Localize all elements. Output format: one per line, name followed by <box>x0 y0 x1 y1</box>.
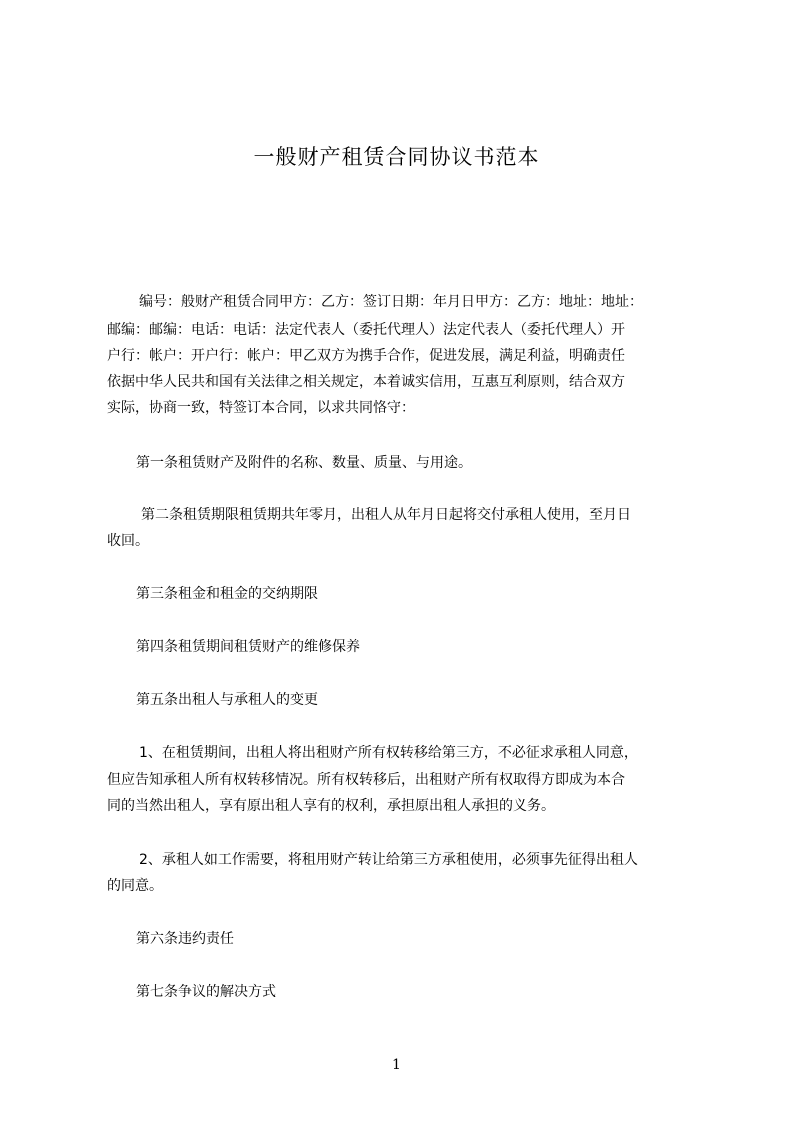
article-6: 第六条违约责任 <box>136 931 234 947</box>
article-5: 第五条出租人与承租人的变更 <box>136 692 318 708</box>
article-2-line: 第二条租赁期限租赁期共年零月，出租人从年月日起将交付承租人使用，至月日 <box>141 507 631 523</box>
clause-2-line: 2、承租人如工作需要，将租用财产转让给第三方承租使用，必须事先征得出租人 <box>139 852 638 868</box>
article-3: 第三条租金和租金的交纳期限 <box>136 586 318 602</box>
article-2-line: 收回。 <box>107 533 149 549</box>
intro-line: 编号：般财产租赁合同甲方：乙方：签订日期：年月日甲方：乙方：地址：地址： <box>139 294 643 310</box>
document-title: 一般财产租赁合同协议书范本 <box>253 145 540 169</box>
clause-1-line: 1、在租赁期间，出租人将出租财产所有权转移给第三方，不必征求承租人同意， <box>139 745 638 761</box>
clause-1-line: 同的当然出租人，享有原出租人享有的权利，承担原出租人承担的义务。 <box>107 798 555 814</box>
clause-2-line: 的同意。 <box>107 878 163 894</box>
article-4: 第四条租赁期间租赁财产的维修保养 <box>136 639 360 655</box>
intro-line: 实际，协商一致，特签订本合同，以求共同恪守： <box>107 400 415 416</box>
clause-1-line: 但应告知承租人所有权转移情况。所有权转移后，出租财产所有权取得方即成为本合 <box>107 772 625 788</box>
article-1: 第一条租赁财产及附件的名称、数量、质量、与用途。 <box>136 455 472 471</box>
article-7: 第七条争议的解决方式 <box>136 984 276 1000</box>
intro-line: 户行：帐户：开户行：帐户：甲乙双方为携手合作，促进发展，满足利益，明确责任 <box>107 348 625 364</box>
intro-line: 依据中华人民共和国有关法律之相关规定，本着诚实信用，互惠互利原则，结合双方 <box>107 374 625 390</box>
intro-line: 邮编：邮编：电话：电话：法定代表人（委托代理人）法定代表人（委托代理人）开 <box>107 322 625 338</box>
page-number: 1 <box>392 1057 401 1073</box>
